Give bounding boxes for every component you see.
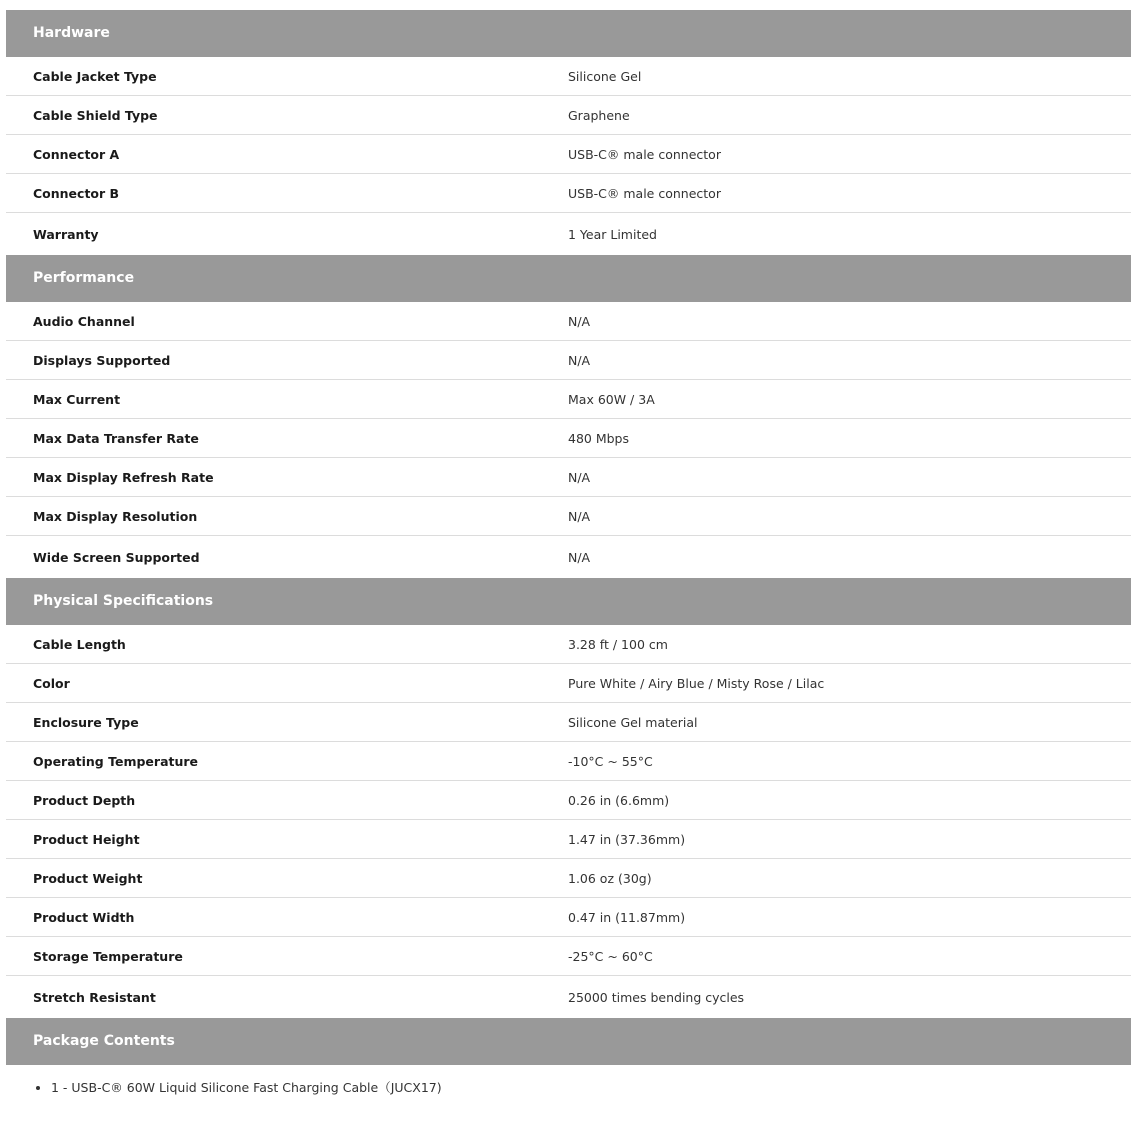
spec-label: Connector B	[33, 185, 120, 201]
spec-value: 1.06 oz (30g)	[568, 870, 652, 886]
spec-value: N/A	[568, 549, 591, 565]
spec-value: N/A	[568, 508, 591, 524]
spec-value: USB-C® male connector	[568, 185, 721, 201]
spec-label: Cable Shield Type	[33, 107, 158, 123]
spec-row	[6, 820, 1131, 859]
spec-value: Pure White / Airy Blue / Misty Rose / Lilac	[568, 675, 825, 691]
spec-table	[6, 10, 1131, 1097]
spec-label: Wide Screen Supported	[33, 549, 200, 565]
list-item: • 1 - USB-C® 60W Liquid Silicone Fast Charging Cable（JUCX17)	[51, 1079, 1131, 1097]
spec-label: Product Height	[33, 831, 140, 847]
spec-value: 25000 times bending cycles	[568, 989, 745, 1005]
spec-row	[6, 742, 1131, 781]
spec-label: Warranty	[33, 226, 99, 242]
spec-value: N/A	[568, 352, 591, 368]
spec-row	[6, 380, 1131, 419]
spec-row	[6, 96, 1131, 135]
spec-label: Stretch Resistant	[33, 989, 156, 1005]
spec-label: Max Display Resolution	[33, 508, 198, 524]
spec-label: Max Data Transfer Rate	[33, 430, 199, 446]
spec-row	[6, 976, 1131, 1018]
spec-value: Silicone Gel	[568, 68, 642, 84]
spec-label: Color	[33, 675, 70, 691]
spec-row	[6, 174, 1131, 213]
spec-value: N/A	[568, 469, 591, 485]
spec-row	[6, 419, 1131, 458]
spec-row	[6, 135, 1131, 174]
spec-label: Displays Supported	[33, 352, 171, 368]
spec-label: Cable Length	[33, 636, 126, 652]
spec-row	[6, 341, 1131, 380]
spec-label: Enclosure Type	[33, 714, 139, 730]
section-header-hardware: Hardware	[6, 10, 1131, 57]
spec-value: 0.47 in (11.87mm)	[568, 909, 686, 925]
section-header-package-contents: Package Contents	[6, 1018, 1131, 1065]
spec-row	[6, 625, 1131, 664]
spec-row	[6, 937, 1131, 976]
spec-label: Product Depth	[33, 792, 136, 808]
spec-label: Max Current	[33, 391, 121, 407]
package-contents-list	[6, 1065, 1131, 1097]
spec-label: Product Weight	[33, 870, 143, 886]
spec-row	[6, 664, 1131, 703]
spec-value: USB-C® male connector	[568, 146, 721, 162]
spec-row	[6, 536, 1131, 578]
spec-row	[6, 497, 1131, 536]
spec-value: 1.47 in (37.36mm)	[568, 831, 686, 847]
spec-row	[6, 213, 1131, 255]
spec-row	[6, 898, 1131, 937]
spec-label: Max Display Refresh Rate	[33, 469, 214, 485]
spec-label: Cable Jacket Type	[33, 68, 157, 84]
spec-value: 3.28 ft / 100 cm	[568, 636, 668, 652]
spec-row	[6, 57, 1131, 96]
section-header-performance: Performance	[6, 255, 1131, 302]
spec-label: Operating Temperature	[33, 753, 199, 769]
spec-value: Graphene	[568, 107, 630, 123]
spec-row	[6, 458, 1131, 497]
spec-label: Connector A	[33, 146, 120, 162]
spec-value: Silicone Gel material	[568, 714, 698, 730]
spec-value: -25°C ~ 60°C	[568, 948, 653, 964]
spec-value: 480 Mbps	[568, 430, 629, 446]
spec-row	[6, 703, 1131, 742]
spec-row	[6, 781, 1131, 820]
spec-value: 1 Year Limited	[568, 226, 657, 242]
spec-value: Max 60W / 3A	[568, 391, 655, 407]
section-header-physical-specifications: Physical Specifications	[6, 578, 1131, 625]
spec-row	[6, 302, 1131, 341]
spec-label: Audio Channel	[33, 313, 135, 329]
spec-value: -10°C ~ 55°C	[568, 753, 653, 769]
spec-label: Product Width	[33, 909, 135, 925]
spec-label: Storage Temperature	[33, 948, 183, 964]
spec-value: 0.26 in (6.6mm)	[568, 792, 670, 808]
spec-row	[6, 859, 1131, 898]
spec-value: N/A	[568, 313, 591, 329]
